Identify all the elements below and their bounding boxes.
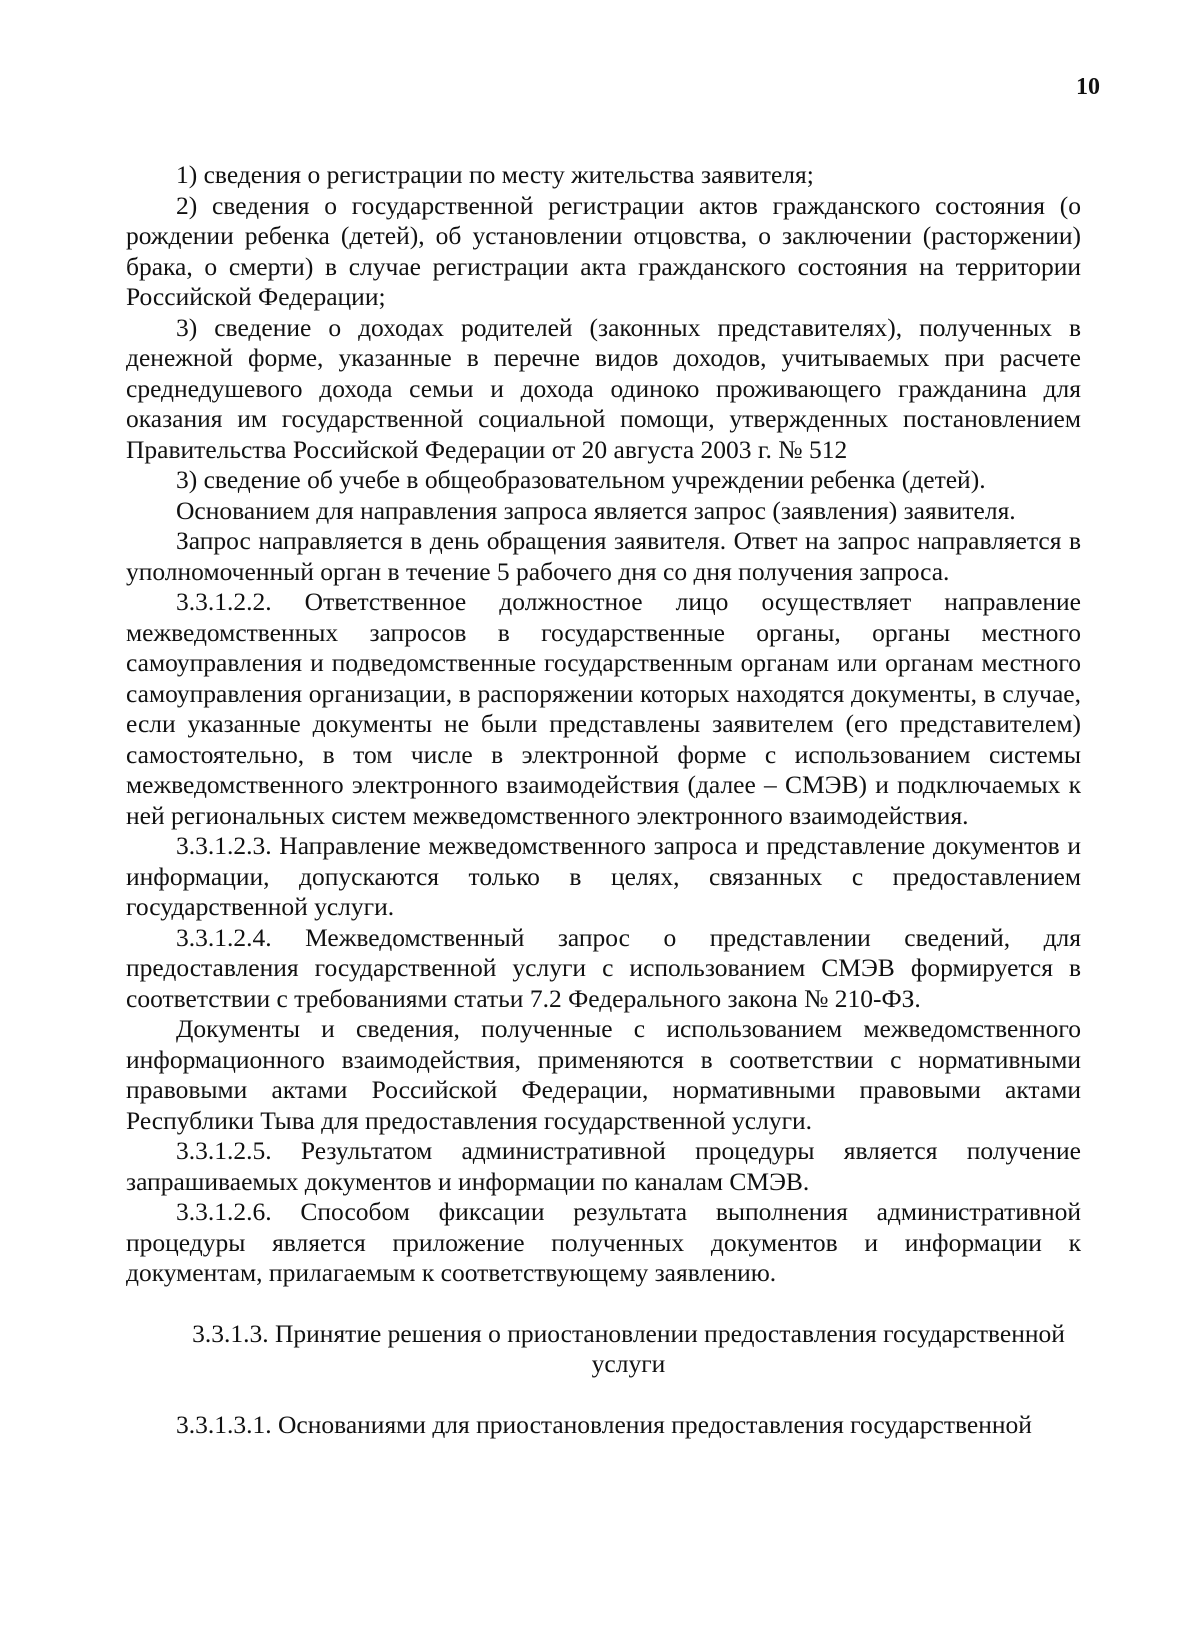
paragraph-3-3-1-2-5: 3.3.1.2.5. Результатом административной процедуры является получение запрашиваемых документов и информации по каналам СМЭВ. bbox=[126, 1136, 1081, 1196]
paragraph-3-3-1-2-4: 3.3.1.2.4. Межведомственный запрос о представлении сведений, для предоставления государственной услуги с использованием СМЭВ формируется в соответствии с требованиями статьи 7.2 Федерального закона № 210-ФЗ. bbox=[126, 922, 1081, 1013]
paragraph-request-timing: Запрос направляется в день обращения заявителя. Ответ на запрос направляется в уполномоченный орган в течение 5 рабочего дня со дня получения запроса. bbox=[126, 526, 1081, 586]
paragraph-education: 3) сведение об учебе в общеобразовательном учреждении ребенка (детей). bbox=[176, 465, 986, 494]
paragraph-civil-status: 2) сведения о государственной регистрации актов гражданского состояния (о рождении ребенка (детей), об установлении отцовства, о заключении (расторжении) брака, о смерти) в случае регистрации акта гражданского состояния на территории Российской Федерации; bbox=[126, 190, 1081, 311]
section-heading: 3.3.1.3. Принятие решения о приостановлении предоставления государственной услуги bbox=[192, 1318, 1065, 1378]
document-body bbox=[126, 160, 1081, 1440]
paragraph-3-3-1-2-2: 3.3.1.2.2. Ответственное должностное лицо осуществляет направление межведомственных запросов в государственные органы, органы местного самоуправления и подведомственные государственным органам или органам местного самоуправления организации, в распоряжении которых находятся документы, в случае, если указанные документы не были представлены заявителем (его представителем) самостоятельно, в том числе в электронной форме с использованием системы межведомственного электронного взаимодействия (далее – СМЭВ) и подключаемых к ней региональных систем межведомственного электронного взаимодействия. bbox=[126, 587, 1081, 830]
paragraph-request-basis: Основанием для направления запроса является запрос (заявления) заявителя. bbox=[176, 495, 1016, 525]
paragraph-3-3-1-2-3: 3.3.1.2.3. Направление межведомственного запроса и представление документов и информации, допускаются только в целях, связанных с предоставлением государственной услуги. bbox=[126, 831, 1081, 921]
paragraph-3-3-1-2-6: 3.3.1.2.6. Способом фиксации результата выполнения административной процедуры является приложение полученных документов и информации к документам, прилагаемым к соответствующему заявлению. bbox=[126, 1197, 1081, 1287]
paragraph-income: 3) сведение о доходах родителей (законных представителях), полученных в денежной форме, указанные в перечне видов доходов, учитываемых при расчете среднедушевого дохода семьи и дохода одиноко проживающего гражданина для оказания им государственной социальной помощи, утвержденных постановлением Правительства Российской Федерации от 20 августа 2003 г. № 512 bbox=[126, 312, 1081, 464]
paragraph-documents-usage: Документы и сведения, полученные с использованием межведомственного информационного взаимодействия, применяются в соответствии с нормативными правовыми актами Российской Федерации, нормативными правовыми актами Республики Тыва для предоставления государственной услуги. bbox=[126, 1014, 1081, 1135]
page-number: 10 bbox=[1076, 74, 1100, 100]
paragraph-3-3-1-3-1: 3.3.1.3.1. Основаниями для приостановления предоставления государственной bbox=[176, 1409, 1032, 1439]
paragraph-registration: 1) сведения о регистрации по месту жительства заявителя; bbox=[176, 160, 814, 189]
